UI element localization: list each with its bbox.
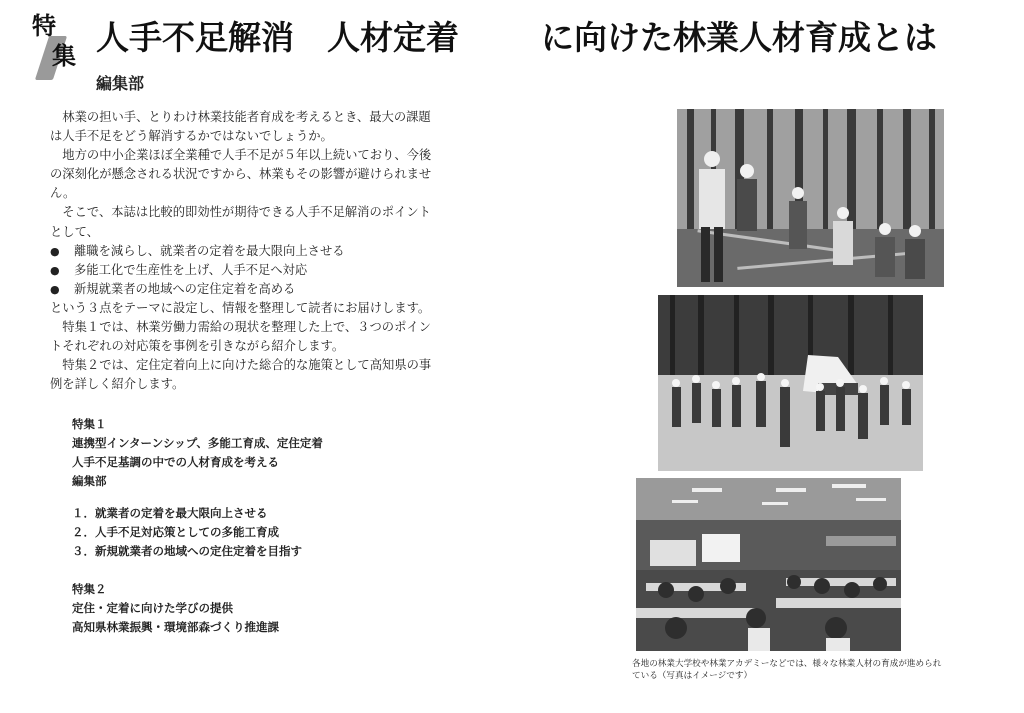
bullet-item <box>50 242 460 261</box>
bullet-text: 新規就業者の地域への定住定着を高める <box>74 281 296 296</box>
bullet-item <box>50 280 460 299</box>
toc-item: ２．人手不足対応策としての多能工育成 <box>72 525 279 539</box>
byline: 編集部 <box>96 74 145 93</box>
body-line: は人手不足をどう解消するかではないでしょうか。 <box>50 129 333 144</box>
bullet-dot: ● <box>50 244 60 258</box>
toc-item: ３．新規就業者の地域への定住定着を目指す <box>72 544 302 558</box>
bullet-dot: ● <box>50 282 60 296</box>
toc-item: １．就業者の定着を最大限向上させる <box>72 506 268 520</box>
toc-feature1-title-line2: 人手不足基調の中での人材育成を考える <box>72 455 279 469</box>
body-line: ん。 <box>50 186 76 201</box>
bullet-item <box>50 261 460 280</box>
bullet-text: 多能工化で生産性を上げ、人手不足へ対応 <box>74 262 308 277</box>
body-line: 特集２では、定住定着向上に向けた総合的な施策として高知県の事 <box>50 358 432 373</box>
body-line: 地方の中小企業ほぼ全業種で人手不足が５年以上続いており、今後 <box>50 148 432 163</box>
photo-caption <box>632 658 962 682</box>
article-body <box>50 108 460 394</box>
classroom-lecture-photo <box>636 478 901 651</box>
equipment-training-photo <box>658 295 923 471</box>
toc-feature1 <box>72 415 323 491</box>
feature-badge <box>26 10 86 80</box>
body-line: の深刻化が懸念される状況ですから、林業もその影響が避けられませ <box>50 167 432 182</box>
toc-feature2-author: 高知県林業振興・環境部森づくり推進課 <box>72 620 279 634</box>
toc-feature1-title-line1: 連携型インターンシップ、多能工育成、定住定着 <box>72 436 323 450</box>
body-line: そこで、本誌は比較的即効性が期待できる人手不足解消のポイント <box>50 205 431 220</box>
toc-feature1-author: 編集部 <box>72 474 107 488</box>
badge-char-1: 特 <box>32 12 56 40</box>
forest-workers-photo <box>677 109 944 287</box>
badge-char-2: 集 <box>52 42 76 70</box>
caption-line-1: 各地の林業大学校や林業アカデミーなどでは、様々な林業人材の育成が進められ <box>632 659 942 669</box>
toc-feature2-title: 定住・定着に向けた学びの提供 <box>72 601 233 615</box>
body-line: 特集１では、林業労働力需給の現状を整理した上で、３つのポイン <box>50 320 431 335</box>
toc-feature1-items <box>72 504 302 561</box>
bullet-text: 離職を減らし、就業者の定着を最大限向上させる <box>74 243 345 258</box>
toc-feature2-label: 特集２ <box>72 582 107 596</box>
body-line: トそれぞれの対応策を事例を引きながら紹介します。 <box>50 339 345 354</box>
body-line: という３点をテーマに設定し、情報を整理して読者にお届けします。 <box>50 300 431 315</box>
body-line: 林業の担い手、とりわけ林業技能者育成を考えるとき、最大の課題 <box>50 110 431 124</box>
page-title-part1: 人手不足解消 人材定着 <box>96 18 459 57</box>
body-line: として、 <box>50 224 99 239</box>
bullet-dot: ● <box>50 263 60 277</box>
body-line: 例を詳しく紹介します。 <box>50 377 185 392</box>
toc-feature1-label: 特集１ <box>72 417 107 431</box>
page-title-part2: に向けた林業人材育成とは <box>541 18 937 57</box>
toc-feature2 <box>72 580 279 637</box>
caption-line-2: ている（写真はイメージです） <box>632 671 753 681</box>
